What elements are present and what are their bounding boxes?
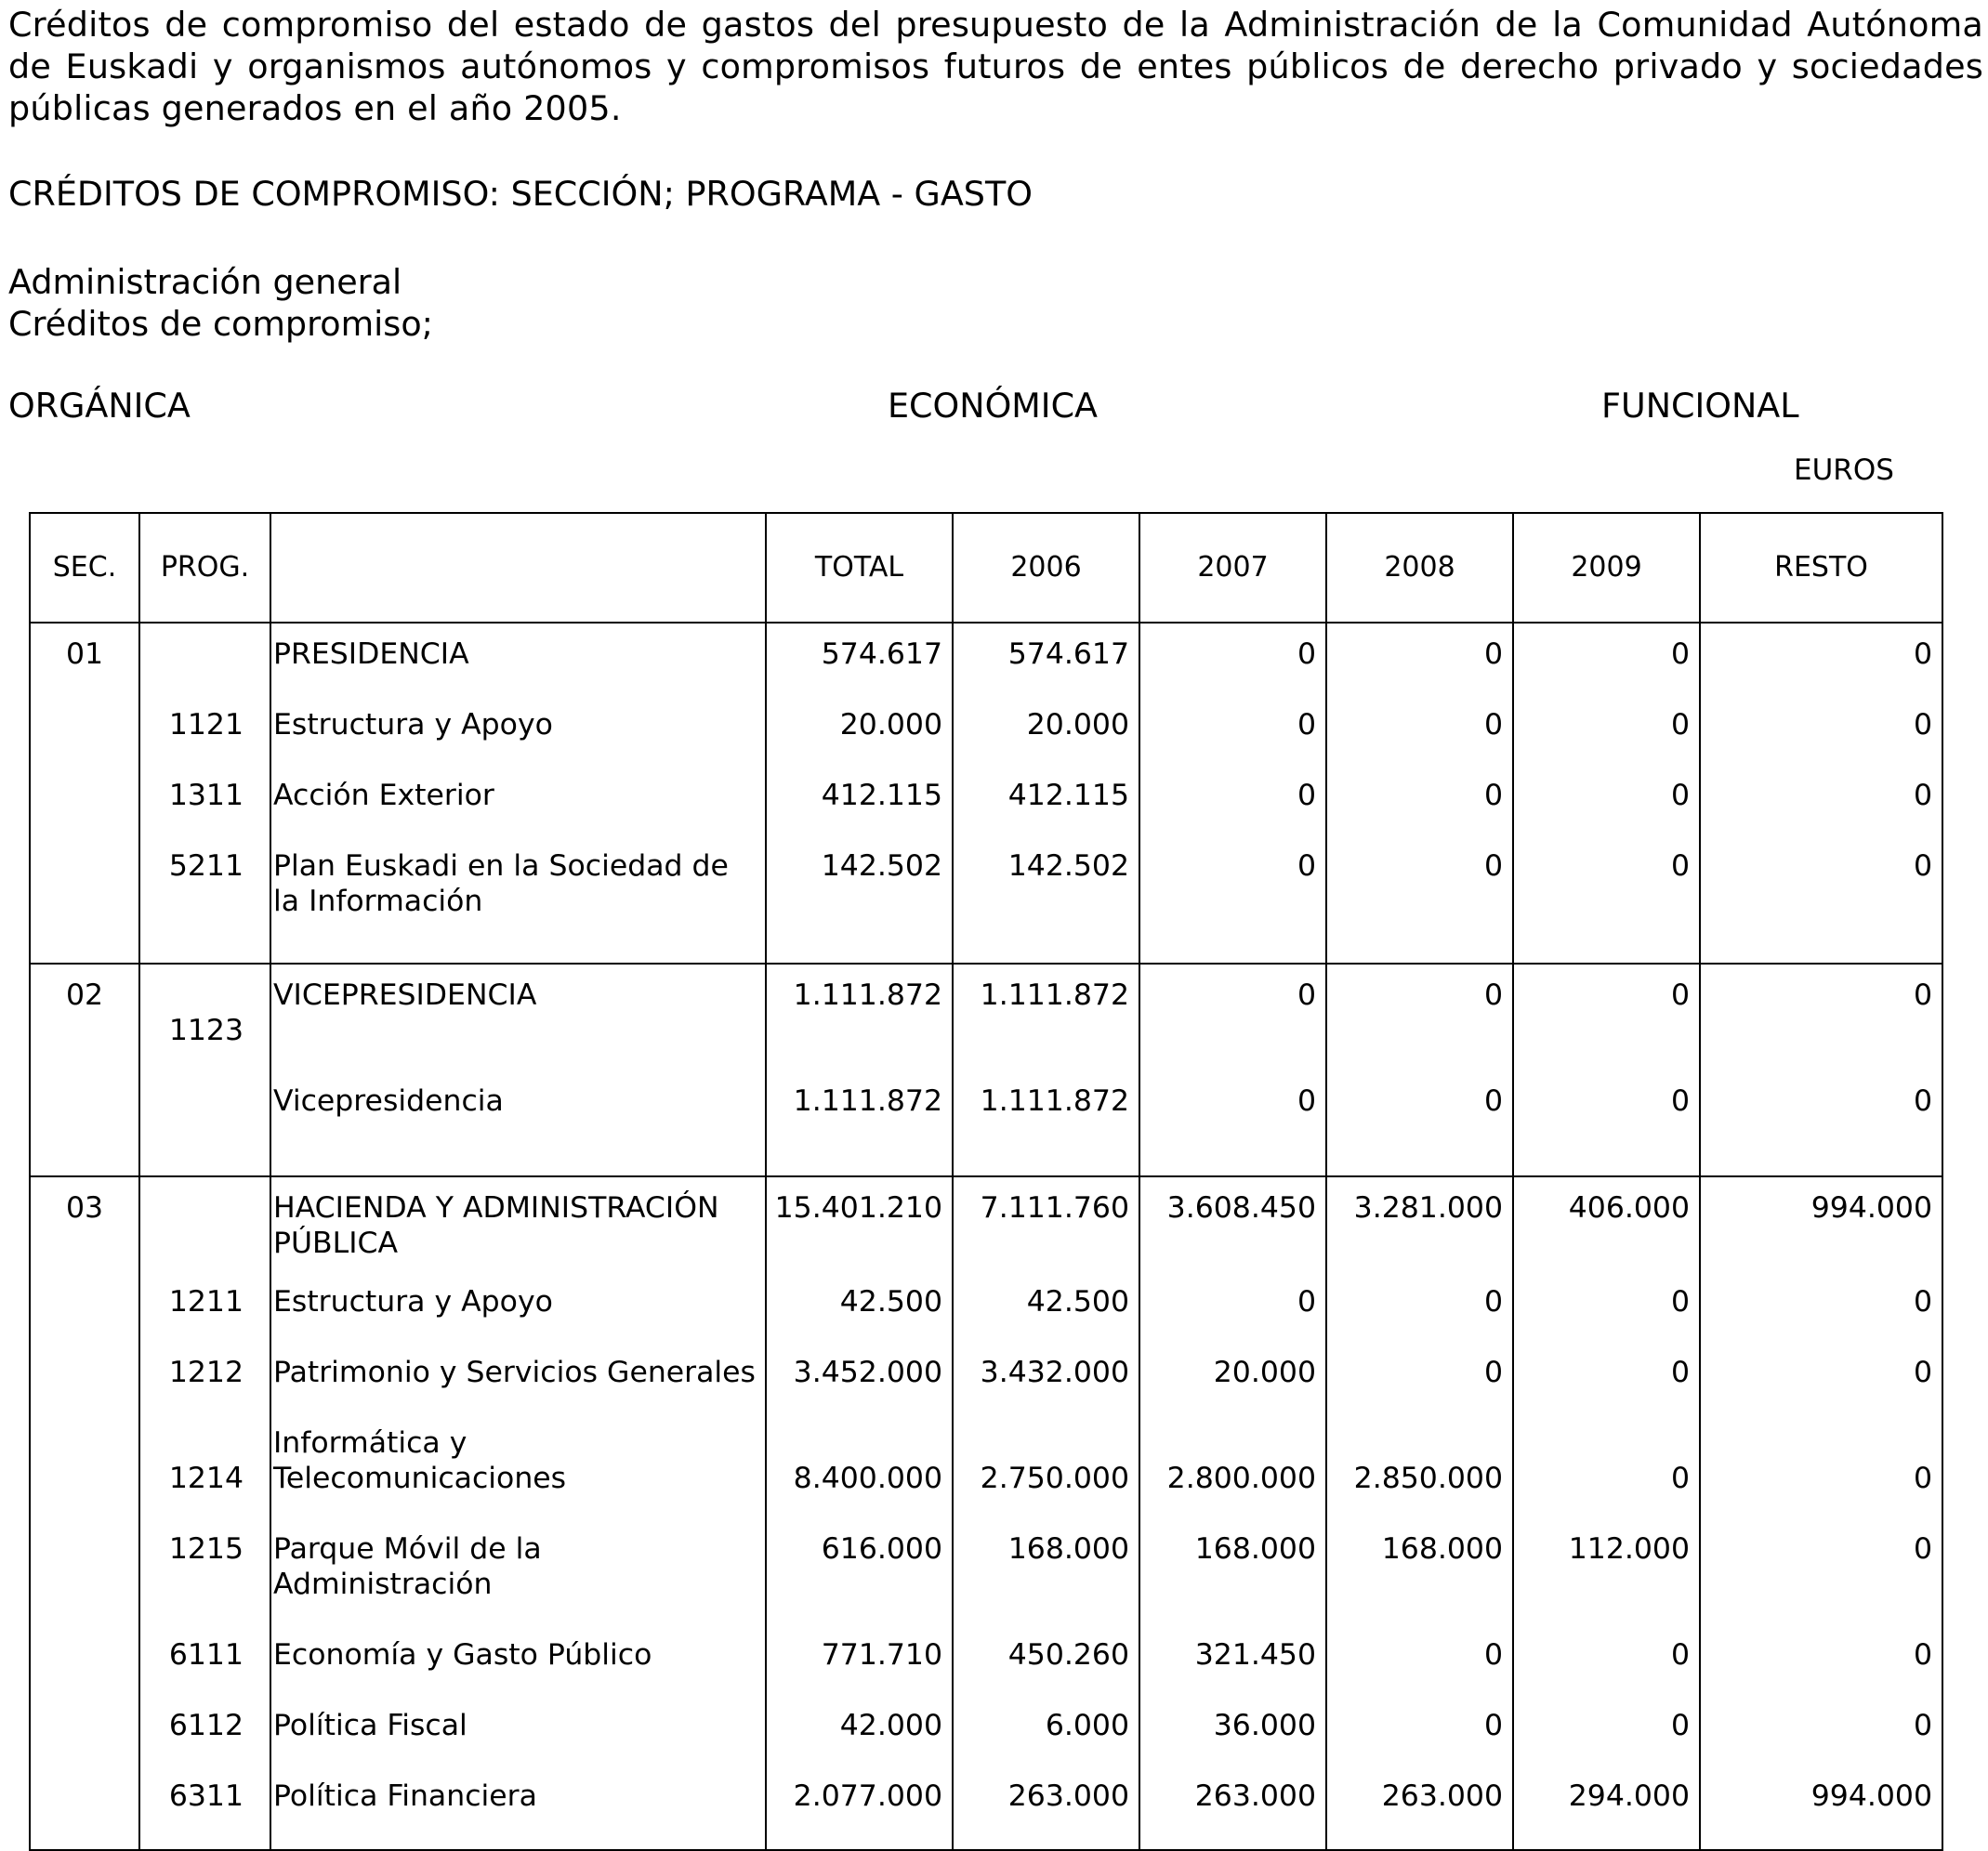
sec-cell [30,778,139,848]
resto-cell: 0 [1700,1531,1942,1637]
sec-cell [30,1708,139,1779]
credits-table [29,512,1943,1851]
sec-cell [30,1779,139,1850]
total-cell: 412.115 [766,778,953,848]
total-cell: 771.710 [766,1637,953,1708]
y2007-cell: 36.000 [1139,1708,1326,1779]
y2006-cell: 20.000 [953,707,1139,778]
resto-cell: 0 [1700,1708,1942,1779]
desc-cell: Plan Euskadi en la Sociedad de la Información [270,848,766,964]
header-cell: 2009 [1513,513,1700,623]
desc-cell: Política Fiscal [270,1708,766,1779]
table-row [30,1083,1942,1176]
y2008-cell: 0 [1326,1284,1513,1355]
table-row [30,623,1942,707]
total-cell: 8.400.000 [766,1425,953,1531]
y2008-cell: 0 [1326,707,1513,778]
prog-cell: 1215 [139,1531,270,1637]
sec-cell [30,1355,139,1425]
total-cell: 2.077.000 [766,1779,953,1850]
resto-cell: 994.000 [1700,1779,1942,1850]
resto-cell: 0 [1700,1637,1942,1708]
sec-cell [30,1531,139,1637]
section-label-creditos: Créditos de compromiso; [8,304,433,344]
total-cell: 15.401.210 [766,1176,953,1284]
y2006-cell: 42.500 [953,1284,1139,1355]
y2007-cell: 0 [1139,707,1326,778]
sec-cell [30,1637,139,1708]
prog-cell: 6311 [139,1779,270,1850]
desc-cell: Estructura y Apoyo [270,1284,766,1355]
sec-cell [30,707,139,778]
sec-cell: 03 [30,1176,139,1284]
table-row [30,1637,1942,1708]
y2008-cell: 0 [1326,964,1513,1083]
resto-cell: 0 [1700,1425,1942,1531]
resto-cell: 0 [1700,778,1942,848]
desc-cell: VICEPRESIDENCIA [270,964,766,1083]
prog-cell: 1214 [139,1425,270,1531]
sec-cell [30,1284,139,1355]
y2008-cell: 0 [1326,1083,1513,1176]
desc-cell: Economía y Gasto Público [270,1637,766,1708]
prog-cell: 1311 [139,778,270,848]
resto-cell: 0 [1700,623,1942,707]
total-cell: 574.617 [766,623,953,707]
prog-cell: 6111 [139,1637,270,1708]
sec-cell [30,1425,139,1531]
sec-cell: 01 [30,623,139,707]
desc-cell: PRESIDENCIA [270,623,766,707]
y2007-cell: 0 [1139,1284,1326,1355]
table-row [30,1708,1942,1779]
desc-cell: Política Financiera [270,1779,766,1850]
y2009-cell: 294.000 [1513,1779,1700,1850]
y2008-cell: 0 [1326,778,1513,848]
y2006-cell: 7.111.760 [953,1176,1139,1284]
y2006-cell: 263.000 [953,1779,1139,1850]
y2009-cell: 0 [1513,707,1700,778]
y2009-cell: 0 [1513,1355,1700,1425]
header-cell: RESTO [1700,513,1942,623]
header-cell: PROG. [139,513,270,623]
y2008-cell: 0 [1326,1637,1513,1708]
y2007-cell: 0 [1139,964,1326,1083]
y2009-cell: 0 [1513,1425,1700,1531]
table-header-row [30,513,1942,623]
y2006-cell: 574.617 [953,623,1139,707]
y2009-cell: 0 [1513,848,1700,964]
prog-cell [139,623,270,707]
y2008-cell: 0 [1326,623,1513,707]
y2006-cell: 142.502 [953,848,1139,964]
y2007-cell: 263.000 [1139,1779,1326,1850]
label-funcional: FUNCIONAL [1601,386,1799,426]
total-cell: 1.111.872 [766,964,953,1083]
table-row [30,1779,1942,1850]
resto-cell: 0 [1700,848,1942,964]
sec-cell [30,848,139,964]
y2008-cell: 168.000 [1326,1531,1513,1637]
header-cell: 2006 [953,513,1139,623]
y2007-cell: 0 [1139,623,1326,707]
y2009-cell: 0 [1513,1083,1700,1176]
y2006-cell: 450.260 [953,1637,1139,1708]
header-cell: 2008 [1326,513,1513,623]
y2006-cell: 6.000 [953,1708,1139,1779]
section-label-admin: Administración general [8,262,402,302]
resto-cell: 0 [1700,964,1942,1083]
total-cell: 1.111.872 [766,1083,953,1176]
currency-label: EUROS [1794,453,1894,487]
y2007-cell: 20.000 [1139,1355,1326,1425]
y2006-cell: 412.115 [953,778,1139,848]
y2009-cell: 0 [1513,1284,1700,1355]
prog-cell: 1123 [139,964,270,1083]
y2009-cell: 0 [1513,1637,1700,1708]
y2008-cell: 3.281.000 [1326,1176,1513,1284]
table-row [30,707,1942,778]
prog-cell: 1211 [139,1284,270,1355]
y2009-cell: 406.000 [1513,1176,1700,1284]
y2007-cell: 2.800.000 [1139,1425,1326,1531]
resto-cell: 0 [1700,1083,1942,1176]
desc-cell: Estructura y Apoyo [270,707,766,778]
y2008-cell: 263.000 [1326,1779,1513,1850]
y2006-cell: 3.432.000 [953,1355,1139,1425]
table-row [30,1176,1942,1284]
y2006-cell: 2.750.000 [953,1425,1139,1531]
resto-cell: 0 [1700,707,1942,778]
y2007-cell: 0 [1139,1083,1326,1176]
label-organica: ORGÁNICA [8,386,191,426]
table-row [30,1355,1942,1425]
desc-cell: Acción Exterior [270,778,766,848]
label-economica: ECONÓMICA [888,386,1099,426]
y2009-cell: 0 [1513,1708,1700,1779]
prog-cell [139,1176,270,1284]
y2008-cell: 0 [1326,848,1513,964]
resto-cell: 994.000 [1700,1176,1942,1284]
total-cell: 3.452.000 [766,1355,953,1425]
header-cell: 2007 [1139,513,1326,623]
y2009-cell: 0 [1513,964,1700,1083]
table-row [30,964,1942,1083]
y2008-cell: 2.850.000 [1326,1425,1513,1531]
desc-cell: Parque Móvil de la Administración [270,1531,766,1637]
y2009-cell: 112.000 [1513,1531,1700,1637]
y2009-cell: 0 [1513,623,1700,707]
desc-cell: Vicepresidencia [270,1083,766,1176]
table-row [30,848,1942,964]
y2009-cell: 0 [1513,778,1700,848]
total-cell: 616.000 [766,1531,953,1637]
table-row [30,1531,1942,1637]
y2006-cell: 1.111.872 [953,1083,1139,1176]
y2007-cell: 0 [1139,848,1326,964]
page-title: CRÉDITOS DE COMPROMISO: SECCIÓN; PROGRAMA - GASTO [8,174,1033,214]
resto-cell: 0 [1700,1355,1942,1425]
sec-cell [30,1083,139,1176]
prog-cell: 1212 [139,1355,270,1425]
header-cell [270,513,766,623]
prog-cell: 6112 [139,1708,270,1779]
desc-cell: Patrimonio y Servicios Generales [270,1355,766,1425]
y2006-cell: 168.000 [953,1531,1139,1637]
table-row [30,1284,1942,1355]
y2007-cell: 0 [1139,778,1326,848]
prog-cell: 1121 [139,707,270,778]
table-row [30,1425,1942,1531]
desc-cell: HACIENDA Y ADMINISTRACIÓN PÚBLICA [270,1176,766,1284]
total-cell: 142.502 [766,848,953,964]
total-cell: 42.500 [766,1284,953,1355]
y2007-cell: 321.450 [1139,1637,1326,1708]
prog-cell [139,1083,270,1176]
desc-cell: Informática y Telecomunicaciones [270,1425,766,1531]
y2006-cell: 1.111.872 [953,964,1139,1083]
header-cell: SEC. [30,513,139,623]
y2007-cell: 168.000 [1139,1531,1326,1637]
resto-cell: 0 [1700,1284,1942,1355]
total-cell: 42.000 [766,1708,953,1779]
header-cell: TOTAL [766,513,953,623]
sec-cell: 02 [30,964,139,1083]
prog-cell: 5211 [139,848,270,964]
total-cell: 20.000 [766,707,953,778]
intro-paragraph: Créditos de compromiso del estado de gastos del presupuesto de la Administración de la Comunidad Autónoma de Euskadi y organismos autónomos y compromisos futuros de entes públicos de derecho privado y sociedades públicas generados en el año 2005. [8,5,1983,128]
y2007-cell: 3.608.450 [1139,1176,1326,1284]
table-row [30,778,1942,848]
y2008-cell: 0 [1326,1355,1513,1425]
y2008-cell: 0 [1326,1708,1513,1779]
